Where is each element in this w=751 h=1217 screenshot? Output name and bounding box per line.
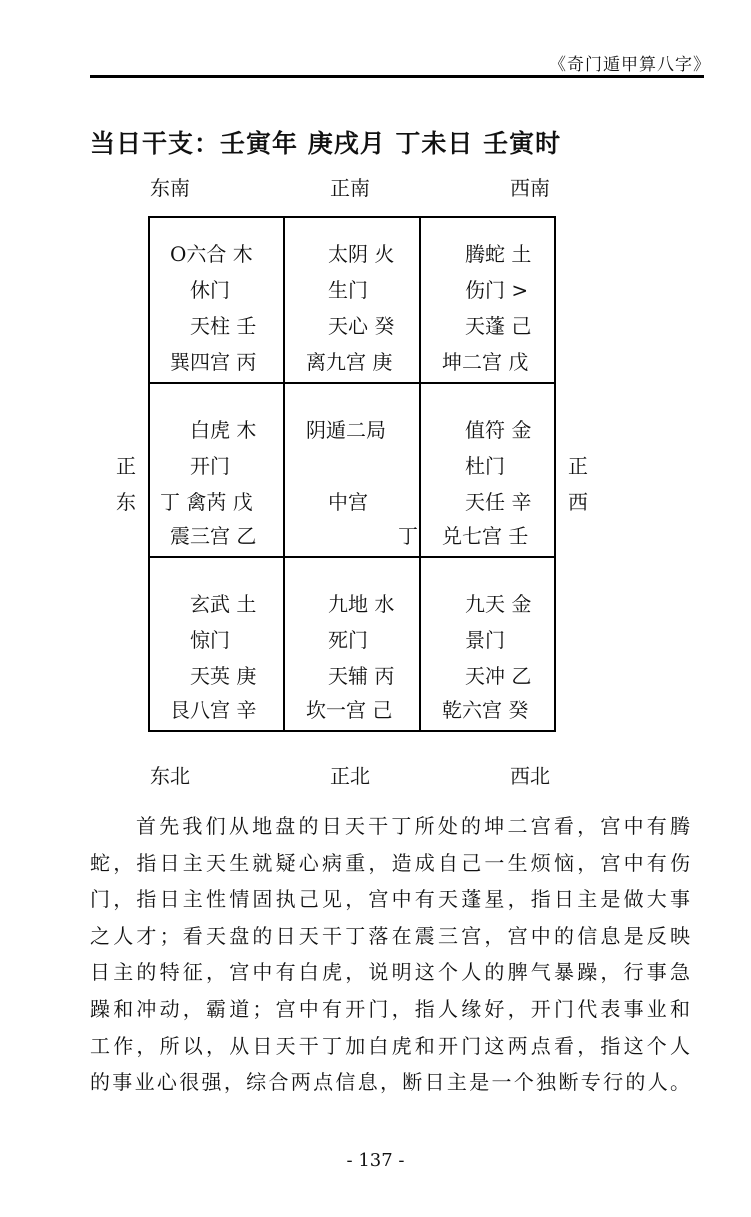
palace-li-line-2: 生门 bbox=[328, 278, 368, 302]
direction-west-lower: 西 bbox=[568, 490, 588, 514]
palace-zhen-line-4: 震三宫 乙 bbox=[170, 524, 257, 548]
grid-line-bottom bbox=[148, 730, 556, 732]
grid-line-left bbox=[148, 216, 150, 732]
grid-line-right bbox=[554, 216, 556, 732]
palace-gen-line-3: 天英 庚 bbox=[190, 664, 257, 688]
direction-northwest: 西北 bbox=[510, 764, 550, 788]
page-number: - 137 - bbox=[346, 1150, 405, 1171]
palace-dui-line-3: 天任 辛 bbox=[465, 490, 532, 514]
palace-kan-line-3: 天辅 丙 bbox=[328, 664, 395, 688]
paragraph-line: 蛇，指日主天生就疑心病重，造成自己一生烦恼，宫中有伤 bbox=[90, 850, 690, 875]
paragraph-line: 首先我们从地盘的日天干丁所处的坤二宫看，宫中有腾 bbox=[136, 814, 690, 838]
grid-line-middle-1 bbox=[148, 382, 556, 384]
book-title: 《奇门遁甲算八字》 bbox=[549, 55, 711, 75]
direction-east-lower: 东 bbox=[116, 490, 136, 514]
grid-line-middle-2 bbox=[148, 556, 556, 558]
palace-kan-line-1: 九地 水 bbox=[328, 592, 395, 616]
palace-kan-line-2: 死门 bbox=[328, 628, 368, 652]
palace-li-line-3: 天心 癸 bbox=[328, 314, 395, 338]
palace-kan-line-4: 坎一宫 己 bbox=[306, 698, 393, 722]
paragraph-line: 之人才；看天盘的日天干丁落在震三宫，宫中的信息是反映 bbox=[90, 923, 690, 948]
paragraph-line: 门，指日主性情固执己见，宫中有天蓬星，指日主是做大事 bbox=[90, 887, 690, 912]
palace-dui-line-4: 兑七宫 壬 bbox=[442, 524, 529, 548]
palace-kun-line-3: 天蓬 己 bbox=[465, 314, 532, 338]
palace-kun-line-4: 坤二宫 戊 bbox=[442, 350, 529, 374]
palace-gen-line-4: 艮八宫 辛 bbox=[170, 698, 257, 722]
direction-southwest: 西南 bbox=[510, 176, 550, 200]
palace-kun-line-2: 伤门 > bbox=[465, 278, 529, 302]
palace-xun-line-4: 巽四宫 丙 bbox=[170, 350, 257, 374]
palace-qian-line-4: 乾六宫 癸 bbox=[442, 698, 529, 722]
direction-north: 正北 bbox=[330, 764, 370, 788]
paragraph-line: 日主的特征，宫中有白虎，说明这个人的脾气暴躁，行事急 bbox=[90, 960, 690, 985]
palace-li-line-1: 太阴 火 bbox=[328, 242, 395, 266]
palace-xun-line-1: O六合 木 bbox=[170, 242, 253, 266]
grid-line-col-2 bbox=[419, 216, 421, 732]
palace-xun-line-2: 休门 bbox=[190, 278, 230, 302]
palace-gen-line-2: 惊门 bbox=[190, 628, 230, 652]
paragraph-line: 躁和冲动，霸道；宫中有开门，指人缘好，开门代表事业和 bbox=[90, 996, 690, 1021]
paragraph-line: 的事业心很强，综合两点信息，断日主是一个独断专行的人。 bbox=[90, 1070, 690, 1095]
palace-center-line-4: 丁 bbox=[398, 524, 418, 548]
palace-center-line-1: 阴遁二局 bbox=[306, 418, 386, 442]
direction-east-upper: 正 bbox=[116, 454, 136, 478]
body-paragraph bbox=[90, 808, 690, 1101]
palace-li-line-4: 离九宫 庚 bbox=[306, 350, 393, 374]
palace-kun-line-1: 腾蛇 土 bbox=[465, 242, 532, 266]
palace-gen-line-1: 玄武 土 bbox=[190, 592, 257, 616]
palace-xun-line-3: 天柱 壬 bbox=[190, 314, 257, 338]
palace-qian-line-1: 九天 金 bbox=[465, 592, 532, 616]
direction-southeast: 东南 bbox=[150, 176, 190, 200]
direction-northeast: 东北 bbox=[150, 764, 190, 788]
palace-zhen-line-1: 白虎 木 bbox=[190, 418, 257, 442]
palace-qian-line-2: 景门 bbox=[465, 628, 505, 652]
palace-zhen-line-3: 丁 禽芮 戊 bbox=[160, 490, 253, 514]
palace-dui-line-1: 值符 金 bbox=[465, 418, 532, 442]
palace-center-line-3: 中宫 bbox=[328, 490, 368, 514]
direction-west-upper: 正 bbox=[568, 454, 588, 478]
palace-qian-line-3: 天冲 乙 bbox=[465, 664, 532, 688]
grid-line-top bbox=[148, 216, 556, 218]
palace-zhen-line-2: 开门 bbox=[190, 454, 230, 478]
header-rule bbox=[90, 75, 704, 78]
grid-line-col-1 bbox=[283, 216, 285, 732]
section-heading: 当日干支：壬寅年 庚戌月 丁未日 壬寅时 bbox=[90, 129, 562, 158]
palace-dui-line-2: 杜门 bbox=[465, 454, 505, 478]
paragraph-line: 工作，所以，从日天干丁加白虎和开门这两点看，指这个人 bbox=[90, 1033, 690, 1058]
direction-south: 正南 bbox=[330, 176, 370, 200]
